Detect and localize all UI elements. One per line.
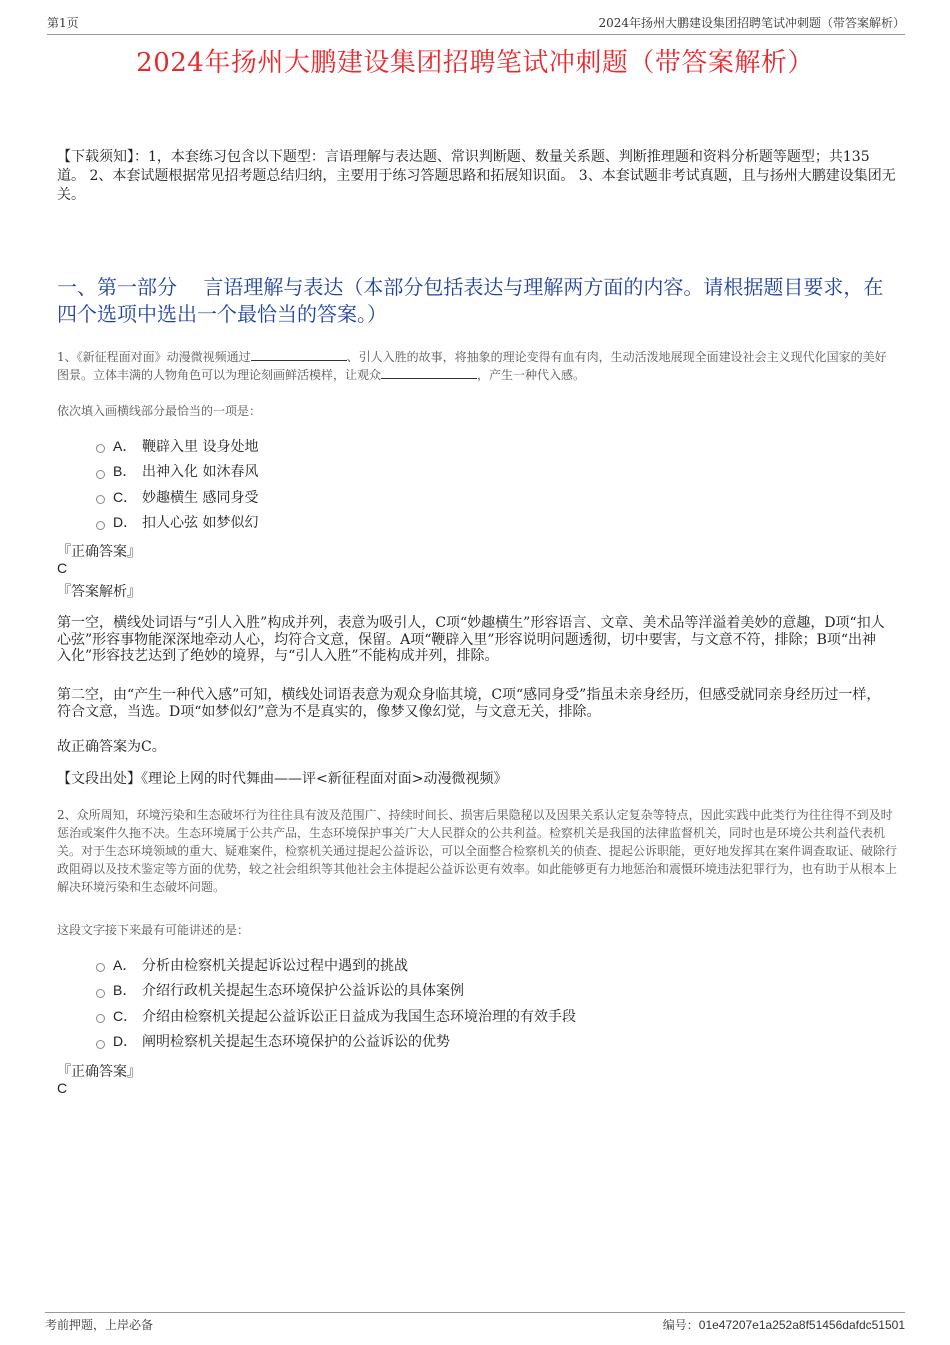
option-text: 出神入化 如沐春风 — [142, 464, 259, 481]
option-b[interactable] — [96, 978, 576, 1004]
question-1-text-part2: 、引人入胜的故事，将抽象的理论变得有血有肉，生动活泼地展现全面建设社会主义现代化国家的美好图景。立体丰满的人物角色可以为理论刻画鲜活模样，让观众 — [57, 350, 887, 382]
page-footer — [45, 1312, 905, 1336]
question-2-prompt: 这段文字接下来最有可能讲述的是： — [57, 923, 250, 937]
question-1-text — [57, 348, 897, 384]
option-text: 介绍由检察机关提起公益诉讼正日益成为我国生态环境治理的有效手段 — [142, 1008, 576, 1025]
option-c[interactable] — [96, 1003, 576, 1029]
option-a[interactable] — [96, 952, 576, 978]
option-d[interactable] — [96, 510, 258, 536]
header-doc-title: 2024年扬州大鹏建设集团招聘笔试冲刺题（带答案解析） — [598, 16, 905, 30]
radio-button[interactable] — [96, 963, 105, 972]
correct-answer: C — [57, 560, 68, 576]
option-letter: A． — [113, 437, 137, 454]
option-letter: A． — [113, 956, 137, 973]
radio-button[interactable] — [96, 495, 105, 504]
radio-button[interactable] — [96, 470, 105, 479]
code-value: 01e47207e1a252a8f51456dafdc51501 — [698, 1318, 905, 1332]
analysis-label: 『答案解析』 — [57, 584, 141, 600]
radio-button[interactable] — [96, 989, 105, 998]
option-b[interactable] — [96, 459, 258, 485]
correct-answer-label: 『正确答案』 — [57, 544, 141, 560]
fill-blank-1 — [251, 348, 347, 361]
question-1-text-part3: ，产生一种代入感。 — [477, 368, 586, 382]
page-number: 第1页 — [47, 16, 79, 30]
code-label: 编号： — [662, 1318, 699, 1332]
analysis-conclusion: 故正确答案为C。 — [57, 739, 166, 755]
document-title: 2024年扬州大鹏建设集团招聘笔试冲刺题（带答案解析） — [136, 48, 814, 78]
radio-button[interactable] — [96, 1014, 105, 1023]
question-1-prompt: 依次填入画横线部分最恰当的一项是： — [57, 404, 262, 418]
footer-slogan: 考前押题，上岸必备 — [45, 1318, 154, 1332]
fill-blank-2 — [381, 366, 477, 379]
page-header — [47, 14, 905, 35]
question-1-text-part1: 1、《新征程面对面》动漫微视频通过 — [57, 350, 251, 364]
option-text: 鞭辟入里 设身处地 — [142, 438, 259, 455]
document-code — [663, 1316, 905, 1336]
option-a[interactable] — [96, 433, 258, 459]
radio-button[interactable] — [96, 444, 105, 453]
option-letter: B． — [113, 982, 137, 999]
option-letter: C． — [113, 1007, 138, 1024]
option-letter: D． — [113, 514, 138, 531]
analysis-paragraph-1: 第一空，横线处词语与“引人入胜”构成并列，表意为吸引人，C项“妙趣横生”形容语言、文章、美术品等洋溢着美妙的意趣，D项“扣人心弦”形容事物能深深地牵动人心，均符合文意，保留。A项“鞭辟入里”形容说明问题透彻，切中要害，与文意不符，排除；B项“出神入化”形容技艺达到了绝妙的境界，与“引人入胜”不能构成并列，排除。 — [57, 615, 885, 664]
question-1-options — [96, 433, 258, 535]
option-letter: D． — [113, 1033, 138, 1050]
radio-button[interactable] — [96, 521, 105, 530]
analysis-paragraph-2: 第二空，由“产生一种代入感”可知，横线处词语表意为观众身临其境，C项“感同身受”指虽未亲身经历，但感受就同亲身经历过一样，符合文意，当选。D项“如梦似幻”意为不是真实的，像梦又像幻觉，与文意无关，排除。 — [57, 687, 881, 720]
option-text: 扣人心弦 如梦似幻 — [142, 515, 259, 532]
correct-answer: C — [57, 1080, 68, 1096]
option-text: 妙趣横生 感同身受 — [142, 489, 259, 506]
source-citation: 【文段出处】《理论上网的时代舞曲——评<新征程面对面>动漫微视频》 — [57, 771, 508, 787]
option-text: 阐明检察机关提起生态环境保护的公益诉讼的优势 — [142, 1034, 450, 1051]
option-text: 分析由检察机关提起诉讼过程中遇到的挑战 — [142, 957, 408, 974]
option-text: 介绍行政机关提起生态环境保护公益诉讼的具体案例 — [142, 983, 464, 1000]
option-d[interactable] — [96, 1029, 576, 1055]
option-c[interactable] — [96, 484, 258, 510]
correct-answer-label: 『正确答案』 — [57, 1064, 141, 1080]
section-heading: 一、第一部分 言语理解与表达（本部分包括表达与理解两方面的内容。请根据题目要求，在四个选项中选出一个最恰当的答案。） — [57, 275, 884, 326]
download-notice: 【下载须知】：1，本套练习包含以下题型：言语理解与表达题、常识判断题、数量关系题、判断推理题和资料分析题等题型；共135道。 2、本套试题根据常见招考题总结归纳，主要用于练习答题思路和拓展知识面。 3、本套试题非考试真题，且与扬州大鹏建设集团无关。 — [57, 149, 896, 203]
question-2-text: 2、众所周知，环境污染和生态破坏行为往往具有波及范围广、持续时间长、损害后果隐秘以及因果关系认定复杂等特点，因此实践中此类行为往往得不到及时惩治或案件久拖不决。生态环境属于公共产品，生态环境保护事关广大人民群众的公共利益。检察机关是我国的法律监督机关，同时也是环境公共利益代表机关。对于生态环境领域的重大、疑难案件，检察机关通过提起公益诉讼，可以全面整合检察机关的侦查、提起公诉职能，更好地发挥其在案件调查取证、破除行政阻碍以及技术鉴定等方面的优势，较之社会组织等其他社会主体提起公益诉讼更有效率。如此能够更有力地惩治和震慑环境违法犯罪行为，也有助于从根本上解决环境污染和生态破坏问题。 — [57, 808, 898, 894]
option-letter: B． — [113, 463, 137, 480]
question-2-options — [96, 952, 576, 1054]
option-letter: C． — [113, 488, 138, 505]
radio-button[interactable] — [96, 1040, 105, 1049]
